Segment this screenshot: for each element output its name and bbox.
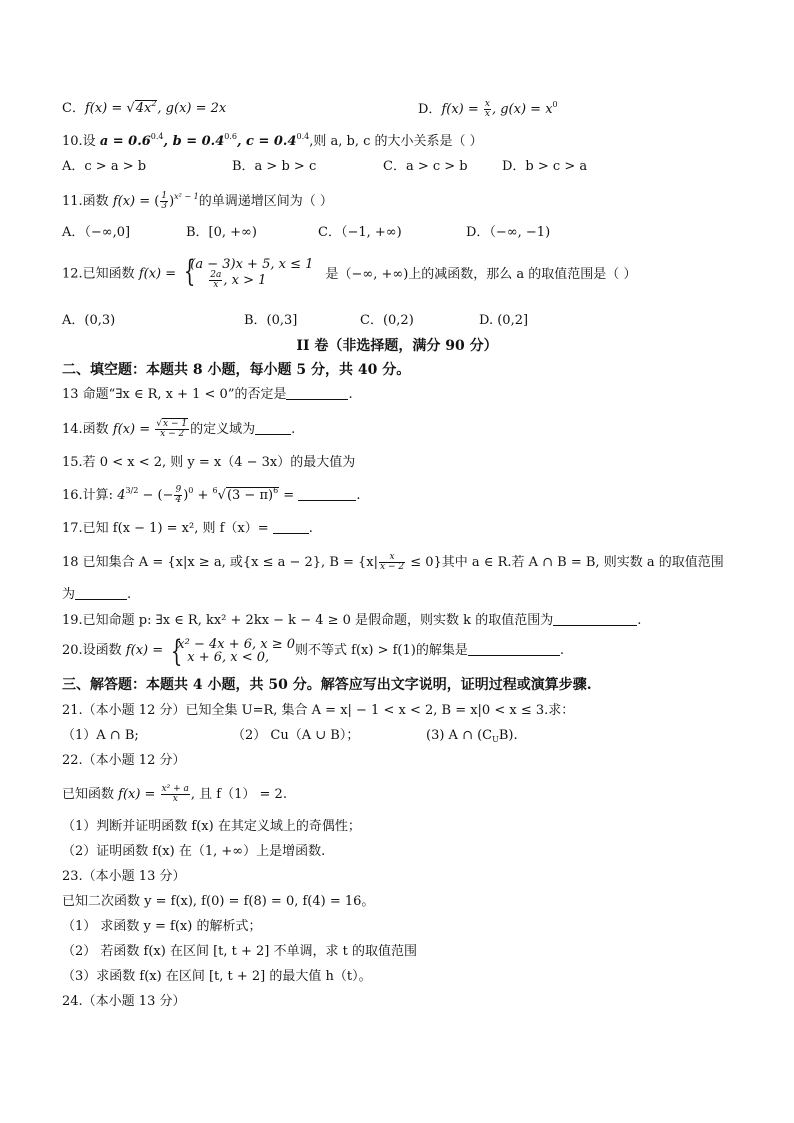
q14-end: . <box>291 422 296 437</box>
q16-eq: = <box>279 488 299 503</box>
q22-den: x <box>172 794 178 804</box>
part2-title: II 卷（非选择题，满分 90 分） <box>296 338 498 354</box>
q20-f: f(x) = <box>125 643 168 658</box>
q9-option-c-label: C． <box>62 101 85 116</box>
q20-suffix: 则不等式 f(x) > f(1)的解集是 <box>295 643 468 658</box>
q16-mid: − (− <box>138 488 174 503</box>
q12-piecewise <box>180 254 314 290</box>
q9-option-c[interactable]: C．$f(x) = √4x^2$, g(x) = 2x <box>62 99 227 116</box>
q16-root-index: 6 <box>212 486 218 495</box>
q20-end: . <box>559 643 564 658</box>
q16-answer-blank[interactable] <box>298 488 356 501</box>
q24-head: 24.（本小题 13 分） <box>62 994 186 1009</box>
q22-suffix: , 且 f（1） = 2. <box>190 787 287 802</box>
q13-text: 13 命题“∃x ∈ R, x + 1 < 0”的否定是 <box>62 387 287 402</box>
q22-sub2: （2）证明函数 f(x) 在（1, +∞）上是增函数. <box>62 844 326 859</box>
q9-option-d-den: x <box>484 109 490 119</box>
q14-answer-blank[interactable] <box>255 422 291 435</box>
q21-sub2: （2） Cu（A ∪ B）； <box>232 728 360 743</box>
q17-answer-blank[interactable] <box>273 521 309 534</box>
q16: 16.计算: $4^{3/2}$ − (− $\frac{9}{4}$ )$^0 + ^6√(3 - \pi)^6$ = . <box>62 485 361 505</box>
q19-end: . <box>637 613 642 628</box>
q14-num: x − 1 <box>163 419 188 429</box>
q20-row1: x² − 4x + 6, x ≥ 0 <box>177 636 296 652</box>
q22-sub1: （1）判断并证明函数 f(x) 在其定义域上的奇偶性； <box>62 819 361 834</box>
q12-row1: (a − 3)x + 5, x ≤ 1 <box>190 257 314 272</box>
q10-prefix: 10.设 <box>62 134 100 149</box>
q10-c-exp: 0.4 <box>296 132 310 141</box>
q10-stem <box>62 133 483 151</box>
q12-f: f(x) = <box>138 266 181 282</box>
q16-exp: 3/2 <box>125 486 139 495</box>
q12-option-c[interactable]: C．(0,2) <box>360 313 414 328</box>
q9-option-d-num: x <box>484 99 490 109</box>
q12-row2-den: x <box>213 280 219 290</box>
q23-sub2: （2） 若函数 f(x) 在区间 [t, t + 2] 不单调，求 t 的取值范围 <box>62 944 417 959</box>
q18-line2-text: 为 <box>62 587 76 602</box>
q14-prefix: 14.函数 <box>62 422 113 437</box>
q21-sub3-tail: B). <box>498 728 518 743</box>
q9-option-d-f: f(x) = <box>441 102 483 117</box>
q11-option-d[interactable]: D．（−∞, −1) <box>466 225 551 240</box>
q22-head: 22.（本小题 12 分） <box>62 753 186 768</box>
q13-end: . <box>348 387 353 402</box>
q12-option-a[interactable]: A．(0,3) <box>62 313 116 328</box>
q18-den: x − 2 <box>380 562 405 572</box>
q21-sub1: （1）A ∩ B; <box>62 728 139 743</box>
q12-suffix: 是（−∞, +∞)上的减函数，那么 a 的取值范围是（ ） <box>325 266 637 282</box>
q20-prefix: 20.设函数 <box>62 643 126 658</box>
q10-a: a = 0.6 <box>99 134 151 149</box>
q12-prefix: 12.已知函数 <box>62 266 139 282</box>
q9-option-d-g: , g(x) = x <box>491 102 553 117</box>
q11-f: f(x) = <box>112 194 155 209</box>
q9-option-d-g-exp: 0 <box>552 100 558 109</box>
q18-num: x <box>379 553 405 563</box>
q12-brace: { <box>184 254 196 289</box>
q23-stem: 已知二次函数 y = f(x), f(0) = f(8) = 0, f(4) = 16。 <box>62 894 375 909</box>
q20-piecewise <box>167 633 296 669</box>
q13 <box>62 386 353 404</box>
q14-f: f(x) = <box>112 422 155 437</box>
q15-text: 15.若 0 < x < 2, 则 y = x（4 − 3x）的最大值为 <box>62 455 356 470</box>
q18-line1-text: 18 已知集合 A = {x|x ≥ a, 或{x ≤ a − 2}, B = {x| <box>62 555 379 570</box>
q14-suffix: 的定义域为 <box>190 422 256 437</box>
q23-sub1: （1） 求函数 y = f(x) 的解析式； <box>62 919 262 934</box>
q11-option-a[interactable]: A．（−∞,0] <box>62 225 131 240</box>
q19-answer-blank[interactable] <box>553 613 637 626</box>
q22-f: f(x) = <box>118 787 160 802</box>
q18-mid: ≤ 0}其中 a ∈ R.若 A ∩ B = B, 则实数 a 的取值范围 <box>406 555 724 570</box>
q16-den: 4 <box>175 495 182 505</box>
q23-head: 23.（本小题 13 分） <box>62 869 186 884</box>
q21-sub3-sub: U <box>492 735 499 744</box>
q18-line2 <box>62 586 131 604</box>
q16-end: . <box>356 488 361 503</box>
q19 <box>62 612 641 630</box>
q11-option-b[interactable]: B．[0, +∞) <box>186 225 257 240</box>
q9-option-c-f: f(x) = <box>84 101 127 116</box>
q17-text: 17.已知 f(x − 1) = x², 则 f（x）= <box>62 521 273 536</box>
q18-line1 <box>62 553 724 572</box>
q10-c: , c = 0.4 <box>236 134 297 149</box>
q22-stem <box>62 785 287 804</box>
q16-num: 9 <box>175 485 182 495</box>
q22-num: x² + a <box>161 784 189 794</box>
q21-stem: 21.（本小题 12 分）已知全集 U=R, 集合 A = x| − 1 < x < 2, B = x|0 < x ≤ 3.求： <box>62 703 575 718</box>
q12-row2-num: 2a <box>210 270 222 280</box>
q10-option-a[interactable]: A．c > a > b <box>62 159 147 174</box>
q9-option-c-g: , g(x) = 2x <box>157 101 227 116</box>
q10-b-exp: 0.6 <box>224 132 237 141</box>
q16-radicand: (3 − π) <box>226 488 274 503</box>
q18-answer-blank[interactable] <box>75 587 127 600</box>
q17-end: . <box>308 521 313 536</box>
q20 <box>62 633 564 669</box>
q20-answer-blank[interactable] <box>468 643 560 656</box>
q9-option-d-label: D． <box>418 102 442 117</box>
q10-b: , b = 0.4 <box>163 134 225 149</box>
q16-exp0: 0 <box>188 486 194 495</box>
q11-base-num: 1 <box>161 191 168 201</box>
q12-stem <box>62 254 637 290</box>
q16-radicand-exp: 6 <box>273 486 279 495</box>
q18-end: . <box>127 587 132 602</box>
q22-prefix: 已知函数 <box>62 787 119 802</box>
q17 <box>62 520 313 538</box>
section2-heading: 二、填空题：本题共 8 小题，每小题 5 分，共 40 分。 <box>62 362 411 378</box>
q14-den: x − 2 <box>160 429 185 439</box>
q9-option-d[interactable] <box>418 100 558 119</box>
q10-suffix: ,则 a, b, c 的大小关系是（ ） <box>309 134 483 149</box>
q10-a-exp: 0.4 <box>150 132 164 141</box>
q10-option-c[interactable]: C．a > c > b <box>383 159 468 174</box>
q16-base: 4 <box>117 488 126 503</box>
q16-plus: + <box>193 488 213 503</box>
q10-option-d[interactable]: D．b > c > a <box>502 159 588 174</box>
q14: 14.函数 f(x) = $\frac{√x - 1}{x - 2}$ 的定义域为 . <box>62 419 296 439</box>
q19-text: 19.已知命题 p: ∃x ∈ R, kx² + 2kx − k − 4 ≥ 0 是假命题，则实数 k 的取值范围为 <box>62 613 554 628</box>
q20-row2: x + 6, x < 0, <box>187 649 270 665</box>
q20-brace: { <box>171 633 183 669</box>
q10-option-b[interactable]: B．a > b > c <box>232 159 317 174</box>
q11-option-c[interactable]: C．（−1, +∞) <box>318 225 402 240</box>
q9-option-c-radicand: 4x <box>135 101 152 116</box>
q21-sub3 <box>426 727 518 745</box>
q11-suffix: 的单调递增区间为（ ） <box>198 194 333 209</box>
q12-option-d[interactable]: D. (0,2] <box>479 313 529 328</box>
q12-row2-tail: , x > 1 <box>223 273 267 288</box>
q12-option-b[interactable]: B．(0,3] <box>244 313 298 328</box>
q13-answer-blank[interactable] <box>286 387 348 400</box>
q16-prefix: 16.计算: <box>62 488 118 503</box>
q11-base-den: 3 <box>161 201 168 211</box>
q23-sub3: （3）求函数 f(x) 在区间 [t, t + 2] 的最大值 h（t）。 <box>62 969 372 984</box>
q11-exp: x² − 1 <box>174 192 199 201</box>
section3-heading: 三、解答题：本题共 4 小题，共 50 分。解答应写出文字说明，证明过程或演算步骤. <box>62 677 592 693</box>
q11-prefix: 11.函数 <box>62 194 113 209</box>
q9-option-c-radicand-exp: 2 <box>151 99 157 108</box>
q11-stem: 11.函数 f(x) = ( $\frac{1}{3}$ )$^{x^2 - 1}$的单调递增区间为（ ） <box>62 191 333 211</box>
q21-sub3-text: (3) A ∩ (C <box>426 728 493 743</box>
